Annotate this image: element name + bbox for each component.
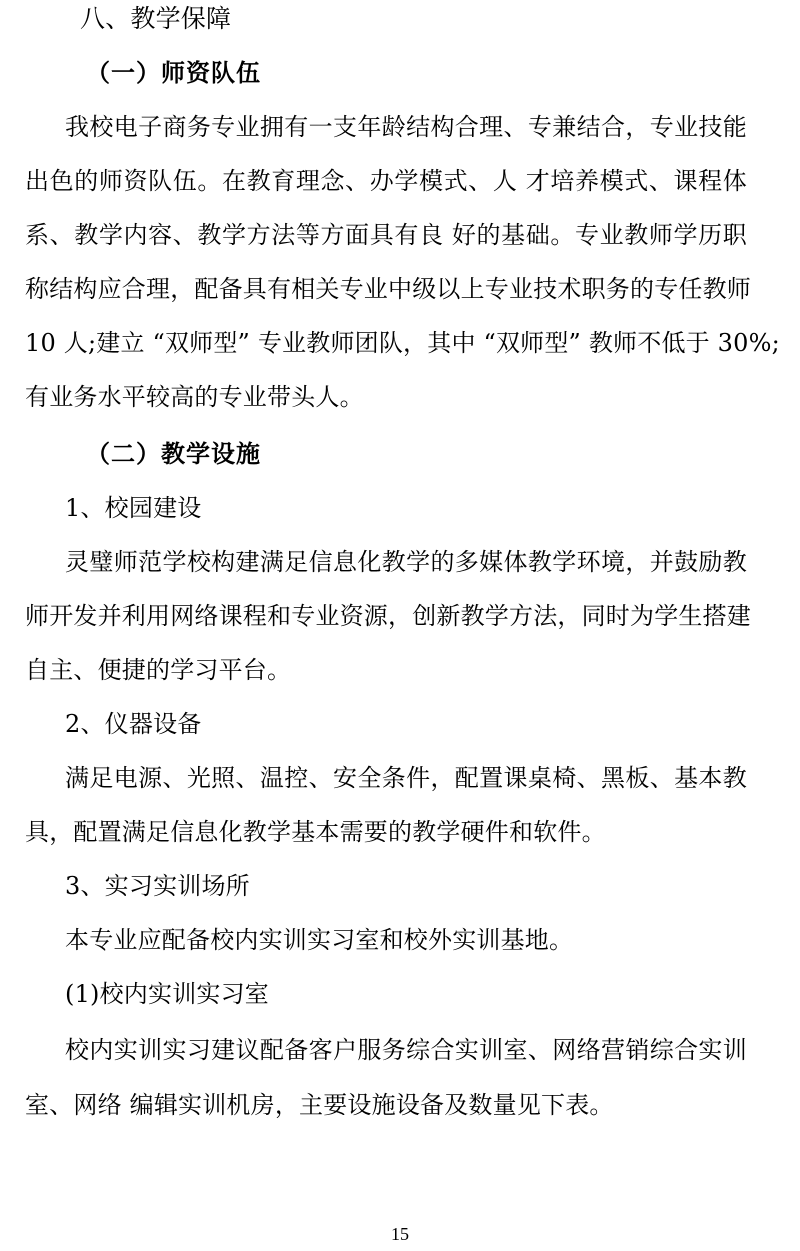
page-number: 15: [391, 1224, 409, 1244]
paragraph-line: 室、网络 编辑实训机房，主要设施设备及数量见下表。: [25, 1091, 614, 1119]
paragraph-line: 自主、便捷的学习平台。: [25, 656, 292, 684]
paragraph-line: 师开发并利用网络课程和专业资源，创新教学方法，同时为学生搭建: [25, 602, 751, 630]
item-title-equipment: 2、仪器设备: [65, 710, 202, 738]
paragraph-line: 有业务水平较高的专业带头人。: [25, 383, 364, 411]
paragraph-line: 出色的师资队伍。在教育理念、办学模式、人 才培养模式、课程体: [25, 167, 747, 195]
paragraph-line: 满足电源、光照、温控、安全条件，配置课桌椅、黑板、基本教: [65, 764, 747, 792]
paragraph-line: 校内实训实习建议配备客户服务综合实训室、网络营销综合实训: [65, 1036, 747, 1064]
paragraph-line: 系、教学内容、教学方法等方面具有良 好的基础。专业教师学历职: [25, 221, 747, 249]
subsection-title-faculty: （一）师资队伍: [86, 58, 261, 87]
sub-item-title-oncampus: (1)校内实训实习室: [65, 980, 269, 1008]
paragraph-line: 本专业应配备校内实训实习室和校外实训基地。: [65, 926, 574, 954]
paragraph-line: 10 人;建立 “双师型” 专业教师团队，其中 “双师型” 教师不低于 30%;: [25, 329, 780, 357]
section-title: 八、教学保障: [80, 4, 232, 33]
paragraph-line: 我校电子商务专业拥有一支年龄结构合理、专兼结合，专业技能: [65, 113, 747, 141]
subsection-title-facilities: （二）教学设施: [86, 439, 261, 468]
paragraph-line: 具，配置满足信息化教学基本需要的教学硬件和软件。: [25, 818, 606, 846]
paragraph-line: 灵璧师范学校构建满足信息化教学的多媒体教学环境，并鼓励教: [65, 548, 747, 576]
item-title-training-sites: 3、实习实训场所: [65, 872, 250, 900]
item-title-campus: 1、校园建设: [65, 494, 202, 522]
paragraph-line: 称结构应合理，配备具有相关专业中级以上专业技术职务的专任教师: [25, 275, 751, 303]
